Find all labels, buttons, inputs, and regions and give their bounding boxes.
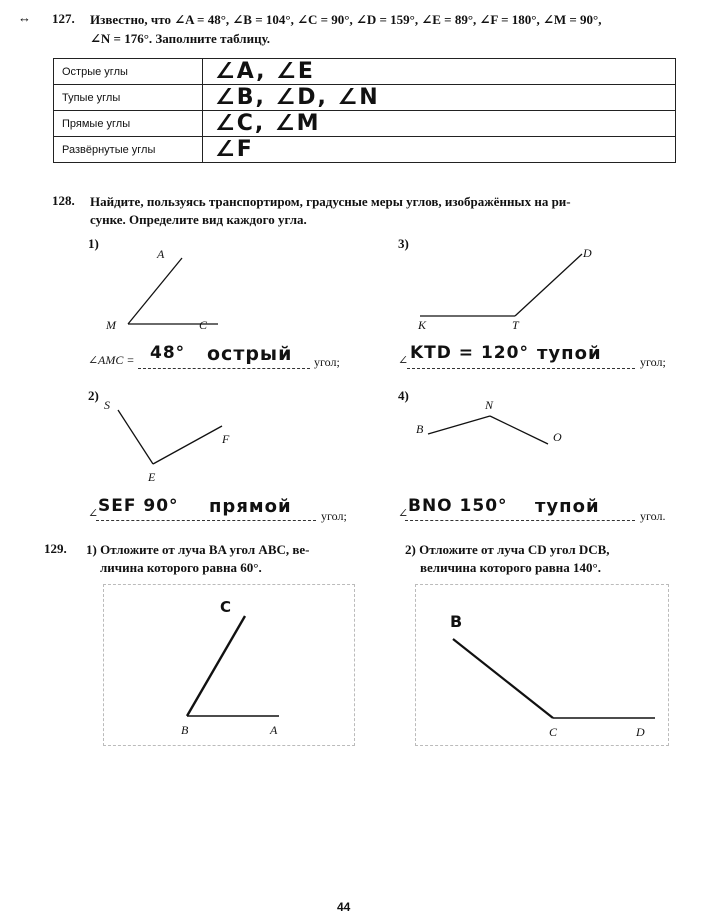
angle-value: SEF 90°	[98, 496, 179, 516]
task-127-text-line2: ∠N = 176°. Заполните таблицу.	[90, 31, 271, 46]
answer-underline	[405, 520, 635, 521]
row-label: Развёрнутые углы	[54, 137, 203, 163]
point-label: B	[181, 723, 189, 737]
point-label: D	[583, 246, 592, 260]
point-label: C	[549, 725, 558, 739]
angles-table	[53, 58, 676, 163]
point-label: A	[157, 247, 165, 261]
figure-2-index: 2)	[88, 388, 99, 403]
point-label: D	[636, 725, 645, 739]
figure-2-angle	[100, 392, 230, 482]
point-label: M	[106, 318, 116, 332]
point-label: S	[104, 398, 110, 412]
point-label: O	[553, 430, 562, 444]
task-129-part2-line2: величина которого равна 140°.	[420, 560, 601, 575]
angle-prefix: ∠	[398, 506, 409, 520]
table-row	[54, 85, 676, 111]
task-129-part1-line2: личина которого равна 60°.	[100, 560, 262, 575]
figure-1-index: 1)	[88, 236, 99, 251]
figure-3-index: 3)	[398, 236, 409, 251]
angle-prefix: ∠	[88, 506, 99, 520]
figure-3-angle	[410, 240, 600, 330]
row-label: Тупые углы	[54, 85, 203, 111]
task-128-number: 128.	[52, 193, 75, 208]
table-row	[54, 111, 676, 137]
angle-suffix: угол;	[640, 355, 666, 369]
angle-value: 48°	[150, 343, 186, 363]
angle-prefix: ∠	[398, 353, 409, 367]
angle-kind: тупой	[537, 343, 602, 364]
task-127-number: 127.	[52, 11, 75, 26]
angle-value: BNO 150°	[408, 496, 508, 516]
angle-value: KTD = 120°	[410, 343, 529, 363]
arrow-mark: ↔	[18, 10, 31, 25]
point-label: E	[148, 470, 156, 484]
row-answer: ∠C, ∠M	[203, 111, 676, 137]
point-label: N	[485, 398, 494, 412]
point-label: K	[418, 318, 427, 332]
task-128-text-line1: Найдите, пользуясь транспортиром, градусные меры углов, изображённых на ри-	[90, 194, 571, 209]
point-label: C	[199, 318, 208, 332]
answer-underline	[138, 368, 310, 369]
task-129-number: 129.	[44, 541, 67, 556]
angle-suffix: угол.	[640, 509, 666, 523]
task-128-text-line2: сунке. Определите вид каждого угла.	[90, 212, 307, 227]
table-row	[54, 137, 676, 163]
figure-1-angle	[100, 240, 230, 340]
table-row	[54, 59, 676, 85]
row-answer: ∠F	[203, 137, 676, 163]
answer-underline	[407, 368, 635, 369]
page-number: 44	[337, 900, 351, 914]
point-label: T	[512, 318, 519, 332]
answer-underline	[96, 520, 316, 521]
row-answer: ∠B, ∠D, ∠N	[203, 85, 676, 111]
row-label: Прямые углы	[54, 111, 203, 137]
angle-suffix: угол;	[314, 355, 340, 369]
angle-prefix: ∠AMC =	[88, 353, 135, 367]
task-129-part2-line1: 2) Отложите от луча CD угол DCB,	[405, 542, 610, 557]
angle-kind: острый	[207, 343, 293, 365]
point-label: B	[416, 422, 424, 436]
angle-suffix: угол;	[321, 509, 347, 523]
task-129-part1-line1: 1) Отложите от луча BA угол ABC, ве-	[86, 542, 310, 557]
point-label: A	[270, 723, 278, 737]
point-label: B	[450, 612, 464, 631]
construction-2	[415, 584, 667, 744]
row-label: Острые углы	[54, 59, 203, 85]
angle-kind: прямой	[209, 496, 292, 517]
row-answer: ∠A, ∠E	[203, 59, 676, 85]
point-label: C	[220, 598, 233, 616]
task-127-text-line1: Известно, что ∠A = 48°, ∠B = 104°, ∠C = 90°, ∠D = 159°, ∠E = 89°, ∠F = 180°, ∠M = 90°,	[90, 12, 602, 27]
angle-kind: тупой	[535, 496, 600, 517]
point-label: F	[222, 432, 230, 446]
figure-4-index: 4)	[398, 388, 409, 403]
